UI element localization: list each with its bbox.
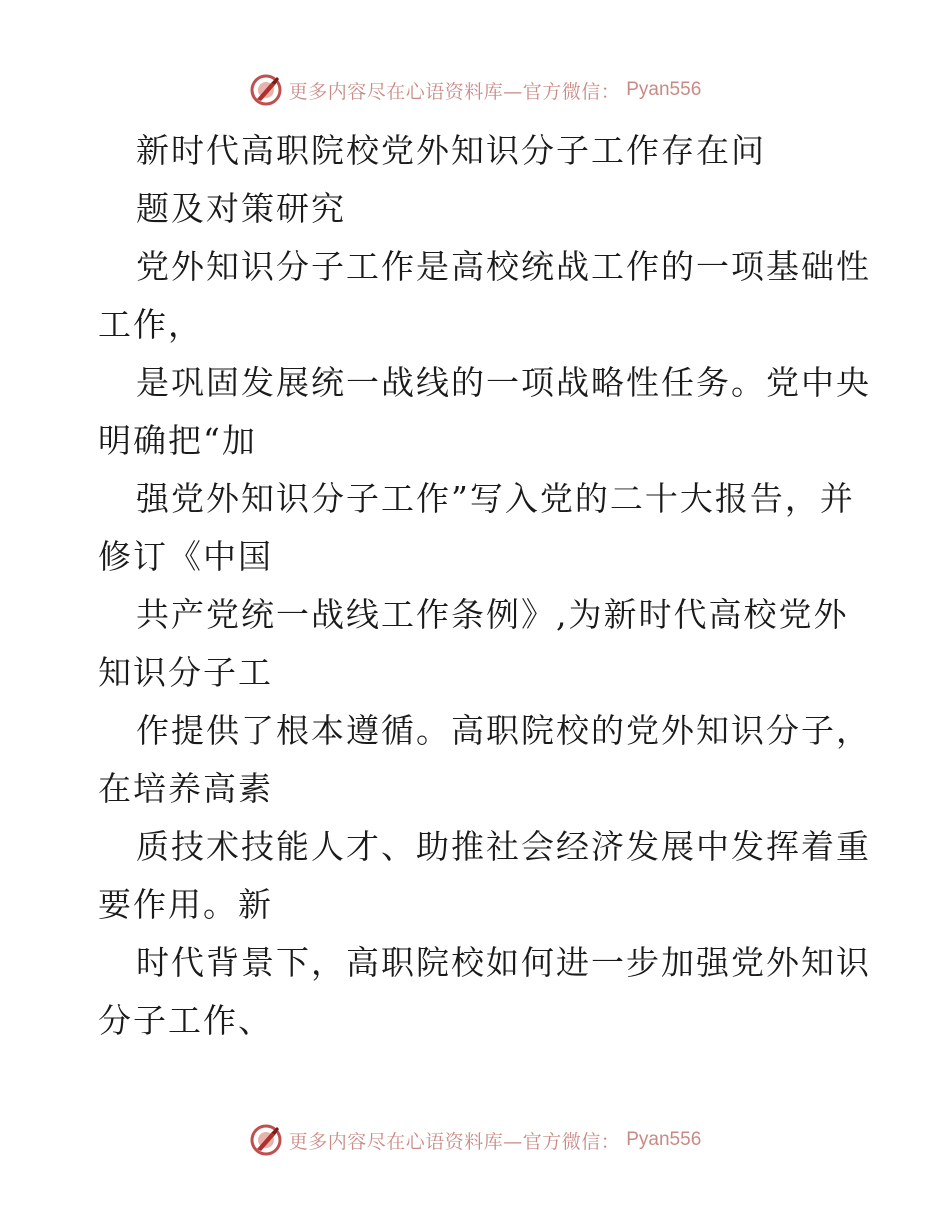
text-line: 新时代高职院校党外知识分子工作存在问 bbox=[136, 131, 766, 170]
document-body bbox=[98, 122, 871, 1050]
footer-watermark bbox=[0, 1120, 950, 1160]
text-line: 在培养高素 bbox=[98, 769, 273, 808]
text-line: 质技术技能人才、助推社会经济发展中发挥着重 bbox=[136, 827, 871, 866]
text-line: 作提供了根本遵循。高职院校的党外知识分子， bbox=[136, 711, 871, 750]
text-line: 知识分子工 bbox=[98, 653, 273, 692]
brand-logo-icon bbox=[249, 73, 283, 107]
text-line: 党外知识分子工作是高校统战工作的一项基础性 bbox=[136, 247, 871, 286]
text-line: 修订《中国 bbox=[98, 537, 273, 576]
brand-logo-icon bbox=[249, 1123, 283, 1157]
text-line: 时代背景下，高职院校如何进一步加强党外知识 bbox=[136, 943, 871, 982]
watermark-text: 更多内容尽在心语资料库—官方微信： bbox=[288, 1130, 621, 1153]
text-line: 是巩固发展统一战线的一项战略性任务。党中央 bbox=[136, 363, 871, 402]
text-line: 强党外知识分子工作”写入党的二十大报告，并 bbox=[136, 479, 855, 518]
header-watermark bbox=[0, 70, 950, 110]
text-line: 明确把“加 bbox=[98, 421, 257, 460]
text-line: 共产党统一战线工作条例》,为新时代高校党外 bbox=[136, 595, 849, 634]
text-line: 工作， bbox=[98, 305, 203, 344]
text-line: 题及对策研究 bbox=[136, 189, 346, 228]
watermark-wechat-id: Pyan556 bbox=[626, 1129, 702, 1150]
text-line: 要作用。新 bbox=[98, 885, 273, 924]
text-line: 分子工作、 bbox=[98, 1001, 273, 1040]
watermark-text: 更多内容尽在心语资料库—官方微信： bbox=[288, 80, 621, 103]
watermark-wechat-id: Pyan556 bbox=[626, 79, 702, 100]
